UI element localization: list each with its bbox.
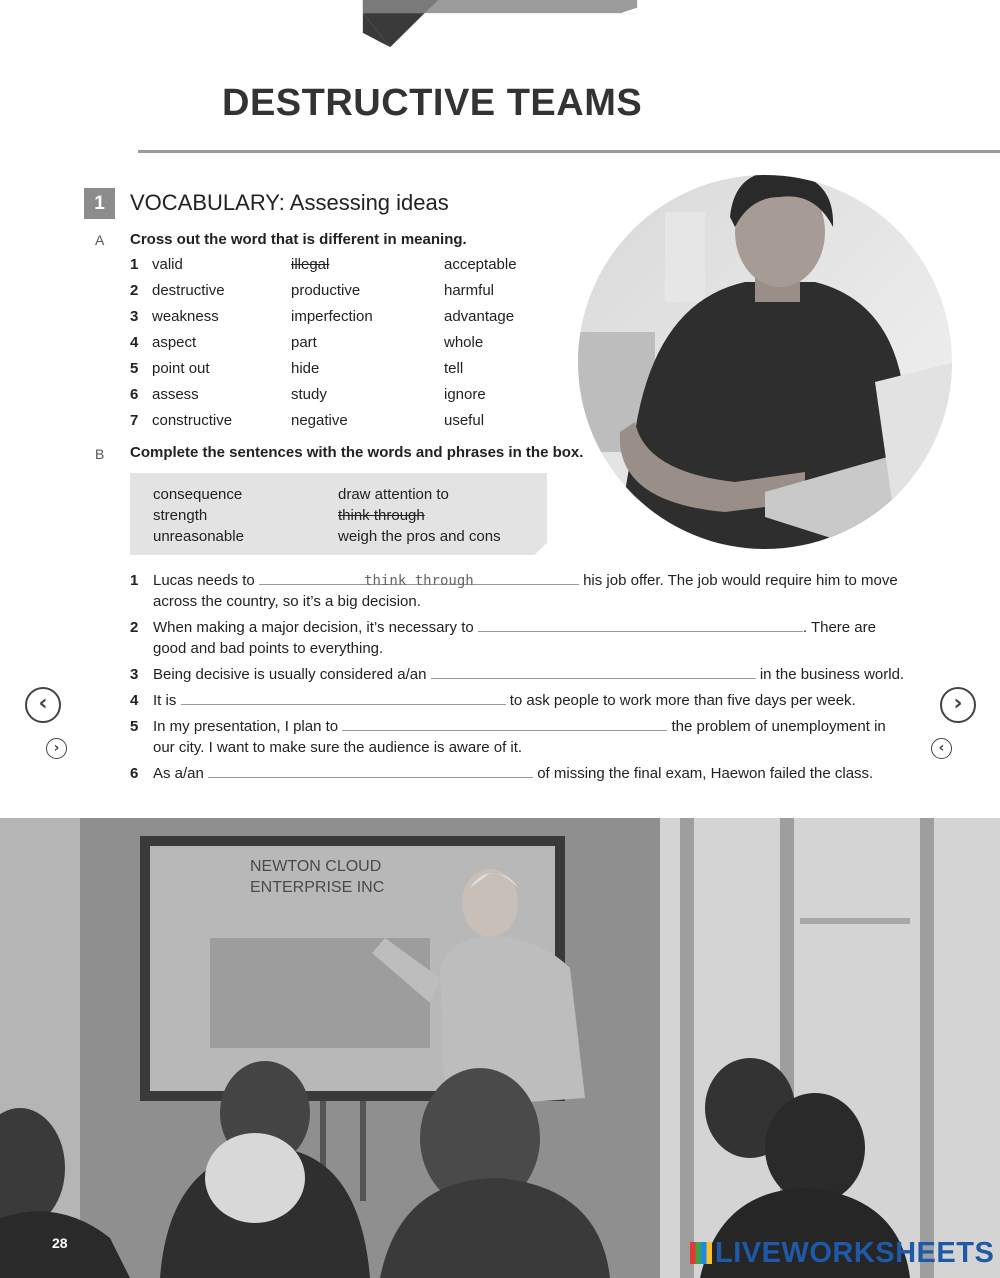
chevron-right-icon: › xyxy=(53,740,60,756)
title-rule xyxy=(138,150,1000,153)
vocab-word[interactable]: constructive xyxy=(152,412,233,429)
presentation-photo xyxy=(0,818,1000,1278)
vocab-word[interactable]: destructive xyxy=(152,282,225,299)
section-number: 1 xyxy=(84,188,115,219)
vocab-word[interactable]: valid xyxy=(152,256,183,273)
screen-text: NEWTON CLOUD ENTERPRISE INC xyxy=(250,858,385,896)
unit-number: 4.2 xyxy=(58,61,137,121)
answer-blank-3[interactable] xyxy=(431,664,756,679)
prev-page-button[interactable] xyxy=(25,687,61,723)
answer-blank-2[interactable] xyxy=(478,617,803,632)
answer-blank-5[interactable] xyxy=(342,716,667,731)
sentence-5-text: In my presentation, I plan to the problem of unemployment in xyxy=(153,718,886,735)
vocab-word[interactable]: hide xyxy=(291,360,320,377)
word-box-item[interactable]: weigh the pros and cons xyxy=(338,528,501,545)
answer-blank-4[interactable] xyxy=(181,690,506,705)
vocab-word[interactable]: tell xyxy=(444,360,464,377)
sentence-6-text: As a/an of missing the final exam, Haewon failed the class. xyxy=(153,765,874,782)
sentence-number: 5 xyxy=(130,718,139,735)
vocab-word[interactable]: harmful xyxy=(444,282,495,299)
chevron-left-icon: ‹ xyxy=(38,691,48,716)
sentence-number: 2 xyxy=(130,619,139,636)
sentence-1-text: Lucas needs to think through his job offer. The job would require him to move xyxy=(153,572,898,589)
answer-blank-1[interactable] xyxy=(259,570,579,589)
vocab-word[interactable]: negative xyxy=(291,412,348,429)
sentence-number: 6 xyxy=(130,765,139,782)
chevron-left-icon: ‹ xyxy=(938,740,945,756)
sentence-2-text: When making a major decision, it’s necessary to . There are xyxy=(153,619,876,636)
prev-small-button[interactable] xyxy=(931,738,952,759)
page-number: 28 xyxy=(52,1235,68,1251)
word-box-item-used[interactable]: think through xyxy=(338,507,425,524)
vocab-word[interactable]: ignore xyxy=(444,386,486,403)
sentence-1-line2: across the country, so it’s a big decision. xyxy=(153,593,421,610)
vocab-word[interactable]: advantage xyxy=(444,308,515,325)
header-band xyxy=(0,0,1000,48)
vocab-word[interactable]: point out xyxy=(152,360,210,377)
vocab-word[interactable]: whole xyxy=(444,334,484,351)
word-box-item[interactable]: consequence xyxy=(153,486,243,503)
chevron-right-icon: › xyxy=(953,691,963,716)
word-box-item[interactable]: draw attention to xyxy=(338,486,449,503)
sentence-number: 3 xyxy=(130,666,139,683)
word-box-item[interactable]: strength xyxy=(153,507,208,524)
liveworksheets-logo: LIVEWORKSHEETS xyxy=(690,1237,994,1270)
sentence-2-line2: good and bad points to everything. xyxy=(153,640,384,657)
vocab-word[interactable]: part xyxy=(291,334,317,351)
vocab-word[interactable]: imperfection xyxy=(291,308,373,325)
sentence-5-line2: our city. I want to make sure the audience is aware of it. xyxy=(153,739,523,756)
section-title: VOCABULARY: Assessing ideas xyxy=(130,190,449,215)
vocab-word-crossed[interactable]: illegal xyxy=(291,256,330,273)
next-page-button[interactable] xyxy=(940,687,976,723)
word-box-item[interactable]: unreasonable xyxy=(153,528,244,545)
part-b-letter: B xyxy=(95,446,105,462)
next-small-button[interactable] xyxy=(46,738,67,759)
vocab-word[interactable]: assess xyxy=(152,386,199,403)
part-a-letter: A xyxy=(95,232,105,248)
part-a-instruction: Cross out the word that is different in meaning. xyxy=(130,231,467,248)
answer-blank-6[interactable] xyxy=(208,763,533,778)
liveworksheets-icon xyxy=(690,1242,712,1264)
sentence-4-text: It is to ask people to work more than five days per week. xyxy=(153,692,856,709)
answer-text: think through xyxy=(364,573,474,589)
vocab-word[interactable]: useful xyxy=(444,412,485,429)
vocab-word[interactable]: aspect xyxy=(152,334,197,351)
vocab-word[interactable]: productive xyxy=(291,282,361,299)
vocab-word[interactable]: acceptable xyxy=(444,256,517,273)
sentence-number: 4 xyxy=(130,692,139,709)
vocab-word[interactable]: weakness xyxy=(152,308,219,325)
page-title: DESTRUCTIVE TEAMS xyxy=(222,82,643,124)
man-laptop-photo xyxy=(575,172,955,552)
sentence-1: 1 xyxy=(130,572,139,589)
sentence-3-text: Being decisive is usually considered a/an in the business world. xyxy=(153,666,905,683)
vocab-word[interactable]: study xyxy=(291,386,327,403)
part-b-instruction: Complete the sentences with the words and phrases in the box. xyxy=(130,444,584,461)
